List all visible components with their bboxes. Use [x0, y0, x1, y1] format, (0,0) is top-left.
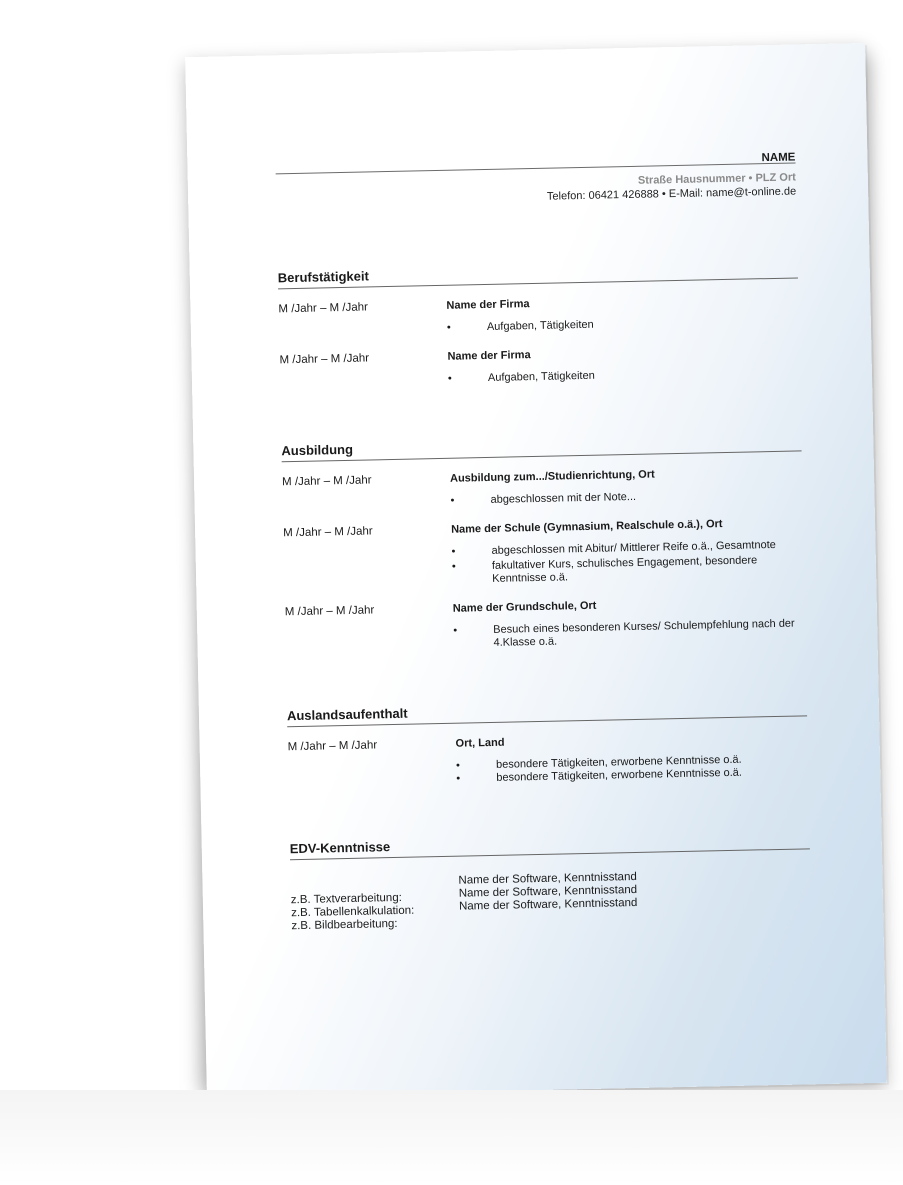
bullet-item: [452, 553, 804, 586]
skill-label: z.B. Tabellenkalkulation:: [291, 904, 415, 920]
bullet-icon: •: [451, 545, 456, 558]
entry-date: M /Jahr – M /Jahr: [287, 739, 378, 754]
section-title: EDV-Kenntnisse: [290, 830, 810, 860]
cv-entry: [278, 292, 799, 340]
entry-title: Name der Grundschule, Ort: [452, 599, 597, 615]
entry-date: M /Jahr – M /Jahr: [283, 525, 373, 540]
resume-content: [276, 151, 812, 933]
bullet-text: besondere Tätigkeiten, erworbene Kenntnisse o.ä.: [495, 753, 742, 771]
skill-value: Name der Software, Kenntnisstand: [458, 883, 638, 900]
resume-page: [185, 43, 887, 1097]
cv-entry: [288, 730, 809, 789]
address-line: Straße Hausnummer • PLZ Ort: [637, 171, 796, 187]
bullet-icon: •: [447, 372, 452, 385]
section-title: Ausbildung: [281, 432, 801, 462]
bullet-icon: •: [446, 321, 451, 334]
bullet-text: Aufgaben, Tätigkeiten: [486, 318, 594, 333]
bullet-item: [448, 365, 800, 385]
skill-label: z.B. Textverarbeitung:: [290, 891, 402, 907]
cv-entry: [285, 595, 806, 656]
entry-title: Name der Firma: [446, 298, 530, 312]
section-title: Auslandsaufenthalt: [287, 697, 807, 727]
reflection-area: [0, 1090, 903, 1185]
entry-date: M /Jahr – M /Jahr: [281, 474, 372, 489]
entry-title: Name der Schule (Gymnasium, Realschule o.ä.), Ort: [451, 518, 723, 536]
bullet-text: Aufgaben, Tätigkeiten: [487, 369, 595, 384]
bullet-icon: •: [451, 560, 456, 573]
bullet-item: [450, 487, 802, 507]
entry-title: Ausbildung zum.../Studienrichtung, Ort: [449, 468, 655, 485]
bullet-icon: •: [456, 772, 461, 785]
entry-title: Ort, Land: [455, 736, 505, 750]
bullet-text: abgeschlossen mit Abitur/ Mittlerer Reife o.ä., Gesamtnote: [491, 538, 776, 557]
entry-title: Name der Firma: [447, 349, 531, 363]
section-berufstaetigkeit: [278, 259, 800, 391]
bullet-icon: •: [450, 494, 455, 507]
entry-date: M /Jahr – M /Jahr: [278, 301, 369, 316]
skill-value: Name der Software, Kenntnisstand: [458, 896, 638, 913]
cv-entry: [279, 343, 800, 391]
bullet-item: [453, 617, 805, 650]
section-auslandsaufenthalt: [287, 697, 809, 789]
skills-table: [290, 867, 811, 933]
bullet-text: Besuch eines besonderen Kurses/ Schulempfehlung nach der 4.Klasse o.ä.: [493, 617, 795, 649]
section-edv-kenntnisse: [290, 830, 812, 933]
entry-date: M /Jahr – M /Jahr: [279, 352, 370, 367]
bullet-item: [447, 314, 799, 334]
bullet-text: abgeschlossen mit der Note...: [490, 490, 637, 506]
skill-label: z.B. Bildbearbeitung:: [291, 917, 398, 933]
bullet-text: besondere Tätigkeiten, erworbene Kenntnisse o.ä.: [496, 766, 743, 784]
cv-entry: [282, 465, 803, 513]
bullet-text: fakultativer Kurs, schulisches Engagement, besondere Kenntnisse o.ä.: [491, 554, 758, 585]
applicant-name: NAME: [761, 151, 796, 165]
bullet-icon: •: [455, 759, 461, 772]
section-ausbildung: [281, 432, 805, 656]
section-title: Berufstätigkeit: [278, 259, 798, 289]
cv-entry: [283, 516, 804, 592]
entry-date: M /Jahr – M /Jahr: [284, 604, 375, 619]
skill-value: Name der Software, Kenntnisstand: [458, 870, 637, 887]
bullet-icon: •: [453, 624, 458, 637]
contact-line: Telefon: 06421 426888 • E-Mail: name@t-online.de: [546, 185, 797, 203]
